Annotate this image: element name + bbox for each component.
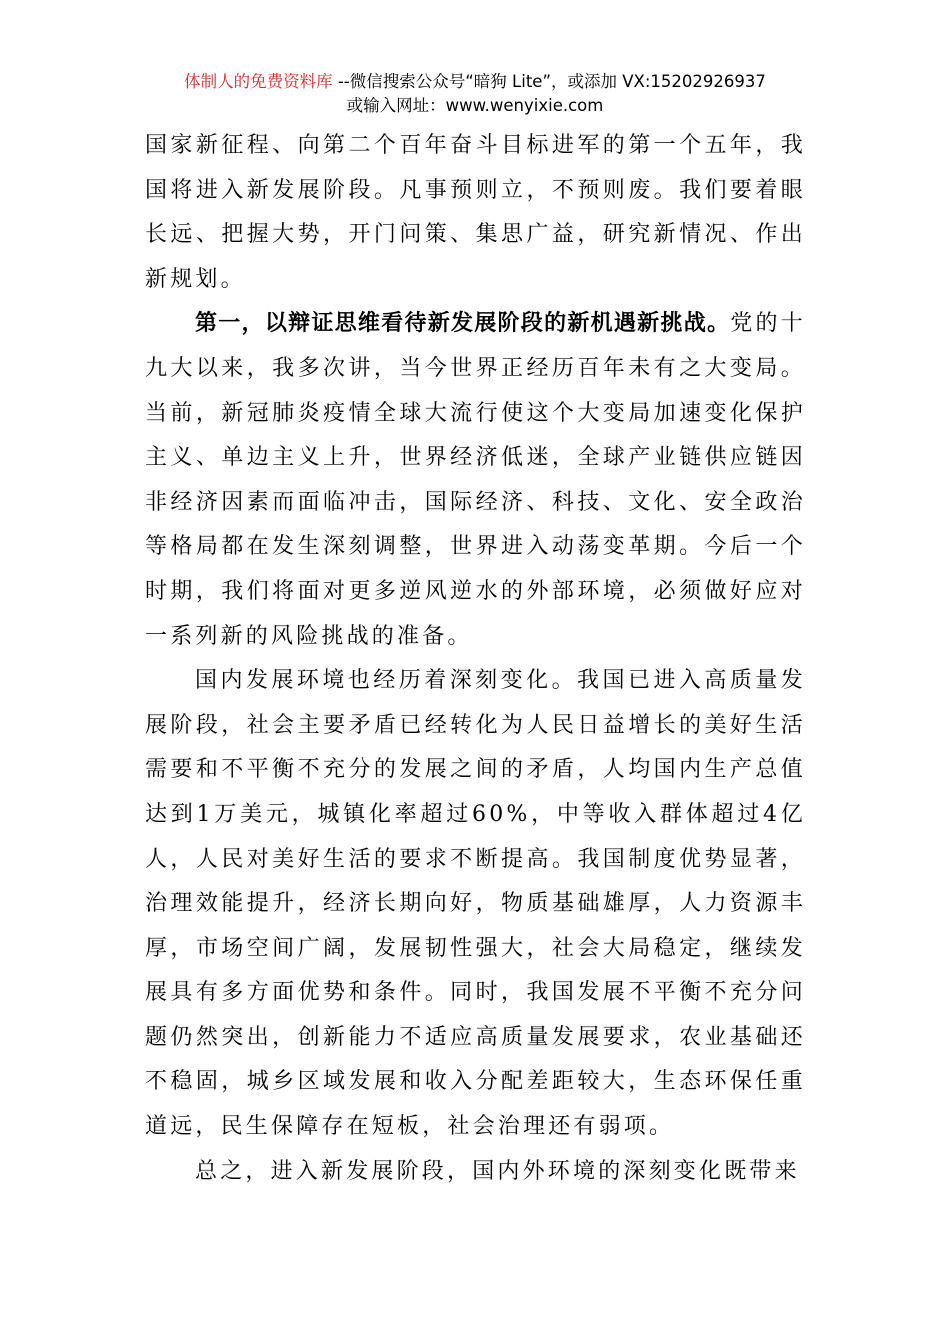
page-header	[0, 70, 950, 118]
paragraph-1: 国家新征程、向第二个百年奋斗目标进军的第一个五年，我国将进入新发展阶段。凡事预则立，不预则废。我们要着眼长远、把握大势，开门问策、集思广益，研究新情况、作出新规划。	[145, 133, 806, 292]
header-brand-text[interactable]: 体制人的免费资料库	[184, 72, 333, 91]
header-promo-line	[0, 70, 950, 94]
section-heading: 第一，以辩证思维看待新发展阶段的新机遇新挑战。	[195, 311, 731, 337]
paragraph-3: 国内发展环境也经历着深刻变化。我国已进入高质量发展阶段，社会主要矛盾已经转化为人民日益增长的美好生活需要和不平衡不充分的发展之间的矛盾，人均国内生产总值达到1万美元，城镇化率超过60%，中等收入群体超过4亿人，人民对美好生活的要求不断提高。我国制度优势显著，治理效能提升，经济长期向好，物质基础雄厚，人力资源丰厚，市场空间广阔，发展韧性强大，社会大局稳定，继续发展具有多方面优势和条件。同时，我国发展不平衡不充分问题仍然突出，创新能力不适应高质量发展要求，农业基础还不稳固，城乡区域发展和收入分配差距较大，生态环保任重道远，民生保障存在短板，社会治理还有弱项。	[145, 668, 806, 1140]
paragraph-2	[145, 302, 806, 659]
header-url-line[interactable]: 或输入网址：www.wenyixie.com	[346, 96, 604, 115]
document-body	[145, 124, 806, 1194]
paragraph-4: 总之，进入新发展阶段，国内外环境的深刻变化既带来	[195, 1158, 800, 1184]
paragraph-2-text: 党的十九大以来，我多次讲，当今世界正经历百年未有之大变局。当前，新冠肺炎疫情全球大流行使这个大变局加速变化保护主义、单边主义上升，世界经济低迷，全球产业链供应链因非经济因素而面临冲击，国际经济、科技、文化、安全政治等格局都在发生深刻调整，世界进入动荡变革期。今后一个时期，我们将面对更多逆风逆水的外部环境，必须做好应对一系列新的风险挑战的准备。	[145, 311, 806, 649]
header-promo-text: --微信搜索公众号“暗狗 Lite”，或添加 VX:15202926937	[332, 72, 766, 91]
